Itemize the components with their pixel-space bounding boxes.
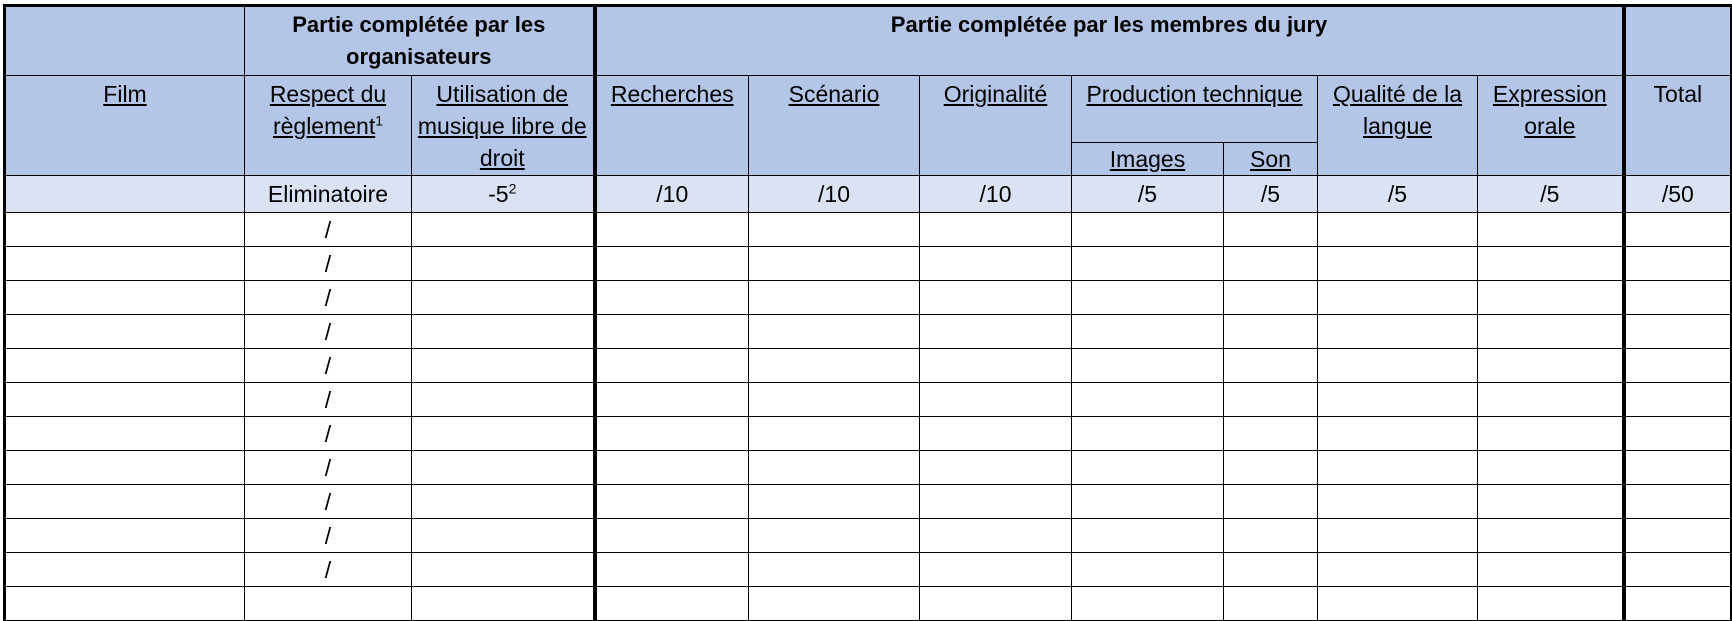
respect-entry-cell: / bbox=[245, 485, 412, 519]
jury-score-table bbox=[3, 4, 1732, 621]
respect-rules-header: Respect du règlement$^1$ bbox=[245, 76, 412, 176]
originality-entry-cell[interactable] bbox=[920, 281, 1072, 315]
film-entry-cell[interactable] bbox=[5, 553, 245, 587]
originality-entry-cell[interactable] bbox=[920, 485, 1072, 519]
respect-entry-cell: / bbox=[245, 213, 412, 247]
language-quality-entry-cell[interactable] bbox=[1318, 587, 1478, 621]
music-entry-cell[interactable] bbox=[412, 247, 595, 281]
music-entry-cell[interactable] bbox=[412, 315, 595, 349]
scenario-entry-cell[interactable] bbox=[749, 587, 920, 621]
images-entry-cell[interactable] bbox=[1072, 247, 1224, 281]
images-entry-cell[interactable] bbox=[1072, 349, 1224, 383]
score-row-film-cell bbox=[5, 176, 245, 213]
originality-entry-cell[interactable] bbox=[920, 417, 1072, 451]
sound-entry-cell[interactable] bbox=[1224, 519, 1318, 553]
respect-entry-cell: / bbox=[245, 349, 412, 383]
film-entry-cell[interactable] bbox=[5, 417, 245, 451]
respect-entry-cell bbox=[245, 587, 412, 621]
total-entry-cell[interactable] bbox=[1624, 349, 1732, 383]
respect-entry-cell: / bbox=[245, 315, 412, 349]
research-entry-cell[interactable] bbox=[595, 451, 749, 485]
film-header: Film bbox=[5, 76, 245, 176]
sound-entry-cell[interactable] bbox=[1224, 587, 1318, 621]
scenario-entry-cell[interactable] bbox=[749, 247, 920, 281]
language-quality-entry-cell[interactable] bbox=[1318, 553, 1478, 587]
oral-expression-entry-cell[interactable] bbox=[1478, 587, 1624, 621]
research-score: /10 bbox=[595, 176, 749, 213]
table-row bbox=[5, 553, 1732, 587]
technical-production-header: Production technique bbox=[1072, 76, 1318, 143]
film-entry-cell[interactable] bbox=[5, 315, 245, 349]
music-entry-cell[interactable] bbox=[412, 485, 595, 519]
total-entry-cell[interactable] bbox=[1624, 417, 1732, 451]
images-entry-cell[interactable] bbox=[1072, 587, 1224, 621]
column-header-row bbox=[5, 76, 1732, 143]
total-entry-cell[interactable] bbox=[1624, 213, 1732, 247]
language-quality-entry-cell[interactable] bbox=[1318, 349, 1478, 383]
film-entry-cell[interactable] bbox=[5, 213, 245, 247]
table-row bbox=[5, 247, 1732, 281]
table-row bbox=[5, 485, 1732, 519]
table-row bbox=[5, 417, 1732, 451]
originality-entry-cell[interactable] bbox=[920, 587, 1072, 621]
language-quality-score: /5 bbox=[1318, 176, 1478, 213]
scenario-entry-cell[interactable] bbox=[749, 417, 920, 451]
jury-section-title: Partie complétée par les membres du jury bbox=[595, 6, 1624, 76]
table-row bbox=[5, 213, 1732, 247]
total-score: /50 bbox=[1624, 176, 1732, 213]
scenario-entry-cell[interactable] bbox=[749, 451, 920, 485]
sound-entry-cell[interactable] bbox=[1224, 281, 1318, 315]
total-entry-cell[interactable] bbox=[1624, 587, 1732, 621]
originality-entry-cell[interactable] bbox=[920, 519, 1072, 553]
music-entry-cell[interactable] bbox=[412, 213, 595, 247]
respect-entry-cell: / bbox=[245, 417, 412, 451]
oral-expression-entry-cell[interactable] bbox=[1478, 315, 1624, 349]
scenario-entry-cell[interactable] bbox=[749, 281, 920, 315]
film-entry-cell[interactable] bbox=[5, 383, 245, 417]
music-entry-cell[interactable] bbox=[412, 349, 595, 383]
section-header-row bbox=[5, 6, 1732, 76]
scenario-score: /10 bbox=[749, 176, 920, 213]
language-quality-header: Qualité de la langue bbox=[1318, 76, 1478, 176]
images-entry-cell[interactable] bbox=[1072, 281, 1224, 315]
oral-expression-header: Expression orale bbox=[1478, 76, 1624, 176]
oral-expression-entry-cell[interactable] bbox=[1478, 213, 1624, 247]
scenario-entry-cell[interactable] bbox=[749, 349, 920, 383]
scenario-entry-cell[interactable] bbox=[749, 553, 920, 587]
max-score-row bbox=[5, 176, 1732, 213]
music-entry-cell[interactable] bbox=[412, 519, 595, 553]
research-entry-cell[interactable] bbox=[595, 281, 749, 315]
images-entry-cell[interactable] bbox=[1072, 315, 1224, 349]
respect-entry-cell: / bbox=[245, 519, 412, 553]
music-entry-cell[interactable] bbox=[412, 281, 595, 315]
respect-entry-cell: / bbox=[245, 451, 412, 485]
originality-entry-cell[interactable] bbox=[920, 247, 1072, 281]
respect-entry-cell: / bbox=[245, 553, 412, 587]
table-row bbox=[5, 587, 1732, 621]
organizers-section-title: Partie complétée par les organisateurs bbox=[245, 6, 595, 76]
oral-expression-entry-cell[interactable] bbox=[1478, 417, 1624, 451]
originality-entry-cell[interactable] bbox=[920, 451, 1072, 485]
scenario-entry-cell[interactable] bbox=[749, 383, 920, 417]
music-entry-cell[interactable] bbox=[412, 383, 595, 417]
images-entry-cell[interactable] bbox=[1072, 213, 1224, 247]
language-quality-entry-cell[interactable] bbox=[1318, 315, 1478, 349]
sound-entry-cell[interactable] bbox=[1224, 247, 1318, 281]
film-entry-cell[interactable] bbox=[5, 451, 245, 485]
table-row bbox=[5, 383, 1732, 417]
language-quality-entry-cell[interactable] bbox=[1318, 281, 1478, 315]
sound-entry-cell[interactable] bbox=[1224, 417, 1318, 451]
language-quality-entry-cell[interactable] bbox=[1318, 247, 1478, 281]
table-row bbox=[5, 451, 1732, 485]
footnote-1-marker: 1 bbox=[375, 112, 384, 129]
film-entry-cell[interactable] bbox=[5, 485, 245, 519]
originality-header: Originalité bbox=[920, 76, 1072, 176]
table-row bbox=[5, 281, 1732, 315]
total-entry-cell[interactable] bbox=[1624, 247, 1732, 281]
sound-entry-cell[interactable] bbox=[1224, 485, 1318, 519]
originality-score: /10 bbox=[920, 176, 1072, 213]
research-entry-cell[interactable] bbox=[595, 485, 749, 519]
total-section-cell bbox=[1624, 6, 1732, 76]
total-entry-cell[interactable] bbox=[1624, 553, 1732, 587]
language-quality-entry-cell[interactable] bbox=[1318, 417, 1478, 451]
images-entry-cell[interactable] bbox=[1072, 519, 1224, 553]
respect-entry-cell: / bbox=[245, 281, 412, 315]
sound-header: Son bbox=[1224, 143, 1318, 176]
research-entry-cell[interactable] bbox=[595, 417, 749, 451]
sound-score: /5 bbox=[1224, 176, 1318, 213]
images-entry-cell[interactable] bbox=[1072, 417, 1224, 451]
film-entry-cell[interactable] bbox=[5, 281, 245, 315]
free-music-header: Utilisation de musique libre de droit bbox=[412, 76, 595, 176]
total-entry-cell[interactable] bbox=[1624, 383, 1732, 417]
oral-expression-entry-cell[interactable] bbox=[1478, 519, 1624, 553]
oral-expression-entry-cell[interactable] bbox=[1478, 383, 1624, 417]
table-row bbox=[5, 315, 1732, 349]
originality-entry-cell[interactable] bbox=[920, 213, 1072, 247]
scenario-entry-cell[interactable] bbox=[749, 519, 920, 553]
footnote-2-marker: 2 bbox=[508, 180, 517, 197]
language-quality-entry-cell[interactable] bbox=[1318, 519, 1478, 553]
entry-rows bbox=[5, 213, 1732, 621]
originality-entry-cell[interactable] bbox=[920, 383, 1072, 417]
research-entry-cell[interactable] bbox=[595, 383, 749, 417]
language-quality-entry-cell[interactable] bbox=[1318, 451, 1478, 485]
language-quality-entry-cell[interactable] bbox=[1318, 383, 1478, 417]
film-entry-cell[interactable] bbox=[5, 519, 245, 553]
research-entry-cell[interactable] bbox=[595, 349, 749, 383]
sound-entry-cell[interactable] bbox=[1224, 213, 1318, 247]
research-entry-cell[interactable] bbox=[595, 213, 749, 247]
originality-entry-cell[interactable] bbox=[920, 315, 1072, 349]
total-entry-cell[interactable] bbox=[1624, 519, 1732, 553]
images-score: /5 bbox=[1072, 176, 1224, 213]
research-entry-cell[interactable] bbox=[595, 247, 749, 281]
sound-entry-cell[interactable] bbox=[1224, 553, 1318, 587]
research-entry-cell[interactable] bbox=[595, 553, 749, 587]
music-entry-cell[interactable] bbox=[412, 451, 595, 485]
music-score: $-5^2$ bbox=[412, 176, 595, 213]
images-header: Images bbox=[1072, 143, 1224, 176]
respect-entry-cell: / bbox=[245, 247, 412, 281]
total-header: Total bbox=[1624, 76, 1732, 176]
total-entry-cell[interactable] bbox=[1624, 315, 1732, 349]
respect-score: Eliminatoire bbox=[245, 176, 412, 213]
sound-entry-cell[interactable] bbox=[1224, 315, 1318, 349]
oral-expression-entry-cell[interactable] bbox=[1478, 553, 1624, 587]
total-entry-cell[interactable] bbox=[1624, 485, 1732, 519]
total-entry-cell[interactable] bbox=[1624, 281, 1732, 315]
music-entry-cell[interactable] bbox=[412, 587, 595, 621]
sound-entry-cell[interactable] bbox=[1224, 349, 1318, 383]
film-entry-cell[interactable] bbox=[5, 587, 245, 621]
research-entry-cell[interactable] bbox=[595, 587, 749, 621]
originality-entry-cell[interactable] bbox=[920, 553, 1072, 587]
film-entry-cell[interactable] bbox=[5, 247, 245, 281]
sound-entry-cell[interactable] bbox=[1224, 451, 1318, 485]
images-entry-cell[interactable] bbox=[1072, 485, 1224, 519]
scenario-entry-cell[interactable] bbox=[749, 213, 920, 247]
oral-expression-entry-cell[interactable] bbox=[1478, 281, 1624, 315]
images-entry-cell[interactable] bbox=[1072, 451, 1224, 485]
originality-entry-cell[interactable] bbox=[920, 349, 1072, 383]
research-header: Recherches bbox=[595, 76, 749, 176]
oral-expression-entry-cell[interactable] bbox=[1478, 485, 1624, 519]
research-entry-cell[interactable] bbox=[595, 315, 749, 349]
total-entry-cell[interactable] bbox=[1624, 451, 1732, 485]
respect-entry-cell: / bbox=[245, 383, 412, 417]
oral-expression-entry-cell[interactable] bbox=[1478, 349, 1624, 383]
music-entry-cell[interactable] bbox=[412, 553, 595, 587]
table-row bbox=[5, 349, 1732, 383]
scenario-entry-cell[interactable] bbox=[749, 315, 920, 349]
corner-cell bbox=[5, 6, 245, 76]
research-entry-cell[interactable] bbox=[595, 519, 749, 553]
film-entry-cell[interactable] bbox=[5, 349, 245, 383]
oral-expression-entry-cell[interactable] bbox=[1478, 451, 1624, 485]
images-entry-cell[interactable] bbox=[1072, 383, 1224, 417]
table-row bbox=[5, 519, 1732, 553]
oral-expression-entry-cell[interactable] bbox=[1478, 247, 1624, 281]
images-entry-cell[interactable] bbox=[1072, 553, 1224, 587]
music-entry-cell[interactable] bbox=[412, 417, 595, 451]
language-quality-entry-cell[interactable] bbox=[1318, 485, 1478, 519]
language-quality-entry-cell[interactable] bbox=[1318, 213, 1478, 247]
sound-entry-cell[interactable] bbox=[1224, 383, 1318, 417]
scenario-header: Scénario bbox=[749, 76, 920, 176]
oral-expression-score: /5 bbox=[1478, 176, 1624, 213]
scenario-entry-cell[interactable] bbox=[749, 485, 920, 519]
